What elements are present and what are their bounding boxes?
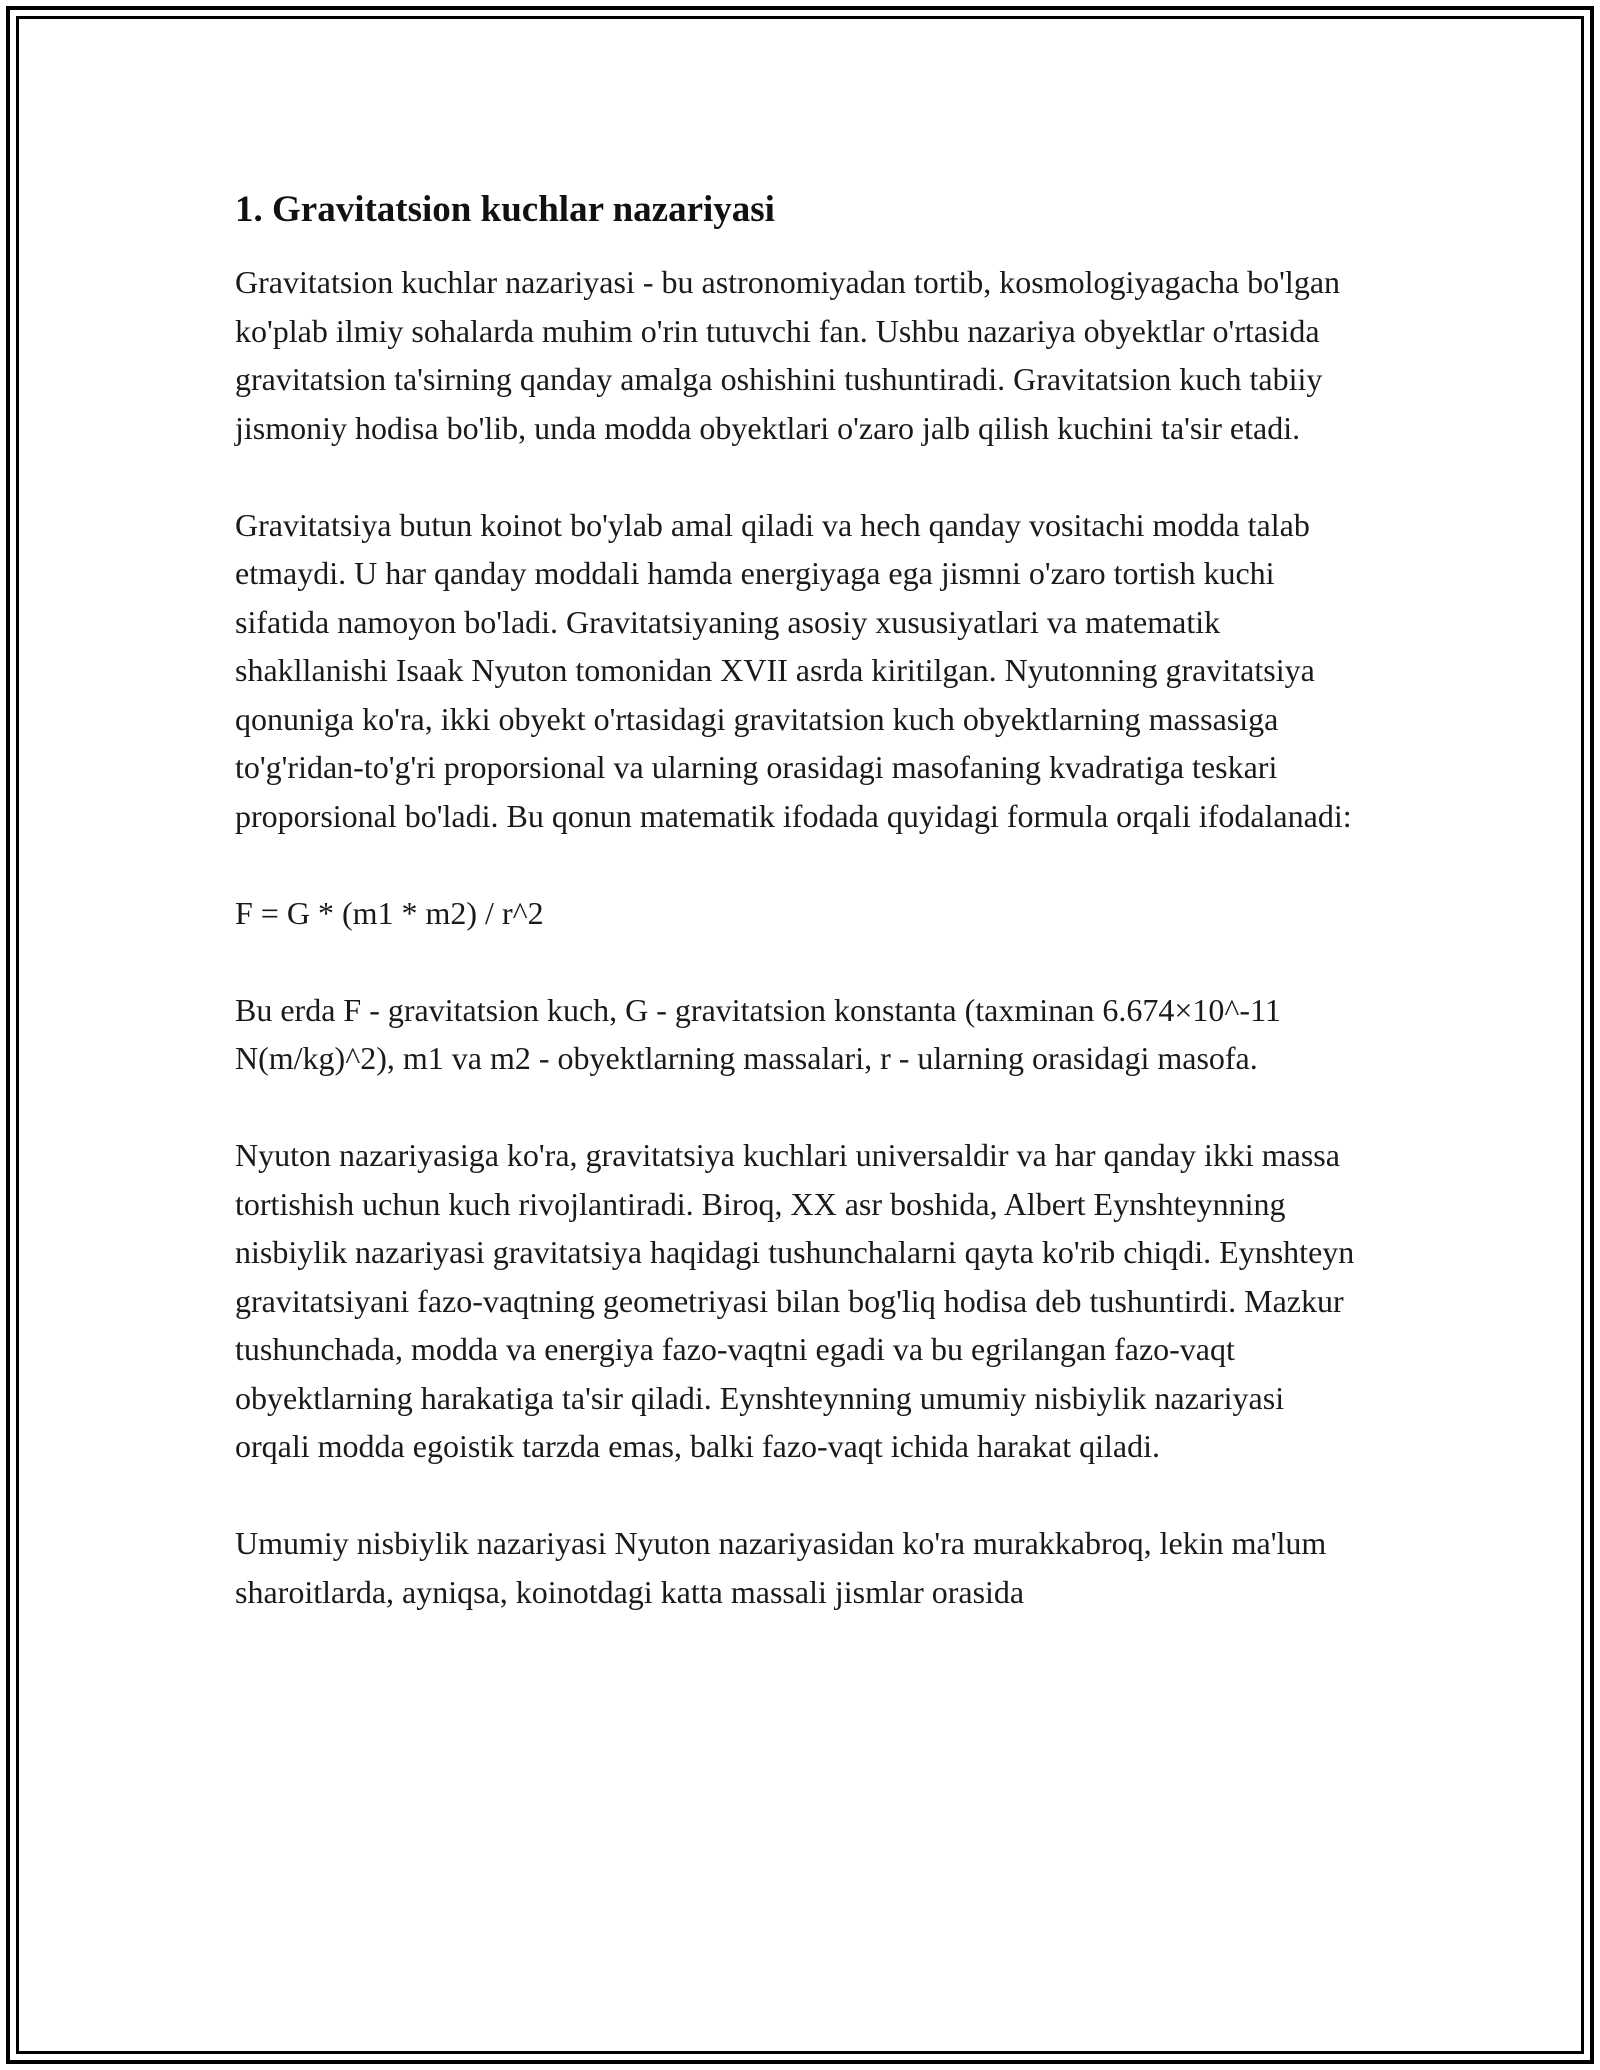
document-body — [235, 186, 1365, 1616]
paragraph-einstein: Nyuton nazariyasiga ko'ra, gravitatsiya kuchlari universaldir va har qanday ikki massa tortishish uchun kuch rivojlantiradi. Biroq, XX asr boshida, Albert Eynshteynning nisbiylik nazariyasi gravitatsiya haqidagi tushunchalarni qayta ko'rib chiqdi. Eynshteyn gravitatsiyani fazo-vaqtning geometriyasi bilan bog'liq hodisa deb tushuntirdi. Mazkur tushunchada, modda va energiya fazo-vaqtni egadi va bu egrilangan fazo-vaqt obyektlarning harakatiga ta'sir qiladi. Eynshteynning umumiy nisbiylik nazariyasi orqali modda egoistik tarzda emas, balki fazo-vaqt ichida harakat qiladi. — [235, 1137, 1355, 1464]
paragraph-intro: Gravitatsion kuchlar nazariyasi - bu astronomiyadan tortib, kosmologiyagacha bo'lgan ko'plab ilmiy sohalarda muhim o'rin tutuvchi fan. Ushbu nazariya obyektlar o'rtasida gravitatsion ta'sirning qanday amalga oshishini tushuntiradi. Gravitatsion kuch tabiiy jismoniy hodisa bo'lib, unda modda obyektlari o'zaro jalb qilish kuchini ta'sir etadi. — [235, 264, 1341, 446]
paragraph-newton: Gravitatsiya butun koinot bo'ylab amal qiladi va hech qanday vositachi modda talab etmaydi. U har qanday moddali hamda energiyaga ega jismni o'zaro tortish kuchi sifatida namoyon bo'ladi. Gravitatsiyaning asosiy xususiyatlari va matematik shakllanishi Isaak Nyuton tomonidan XVII asrda kiritilgan. Nyutonning gravitatsiya qonuniga ko'ra, ikki obyekt o'rtasidagi gravitatsion kuch obyektlarning massasiga to'g'ridan-to'g'ri proporsional va ularning orasidagi masofaning kvadratiga teskari proporsional bo'ladi. Bu qonun matematik ifodada quyidagi formula orqali ifodalanadi: — [235, 506, 1352, 834]
paragraph-general-relativity: Umumiy nisbiylik nazariyasi Nyuton nazariyasidan ko'ra murakkabroq, lekin ma'lum sharoitlarda, ayniqsa, koinotdagi katta massali jismlar orasida — [235, 1525, 1327, 1610]
section-heading: 1. Gravitatsion kuchlar nazariyasi — [235, 189, 775, 230]
formula: F = G * (m1 * m2) / r^2 — [235, 894, 544, 931]
paragraph-formula-explanation: Bu erda F - gravitatsion kuch, G - gravitatsion konstanta (taxminan 6.674×10^-11 N(m/kg)^2), m1 va m2 - obyektlarning massalari, r - ularning orasidagi masofa. — [235, 991, 1281, 1076]
